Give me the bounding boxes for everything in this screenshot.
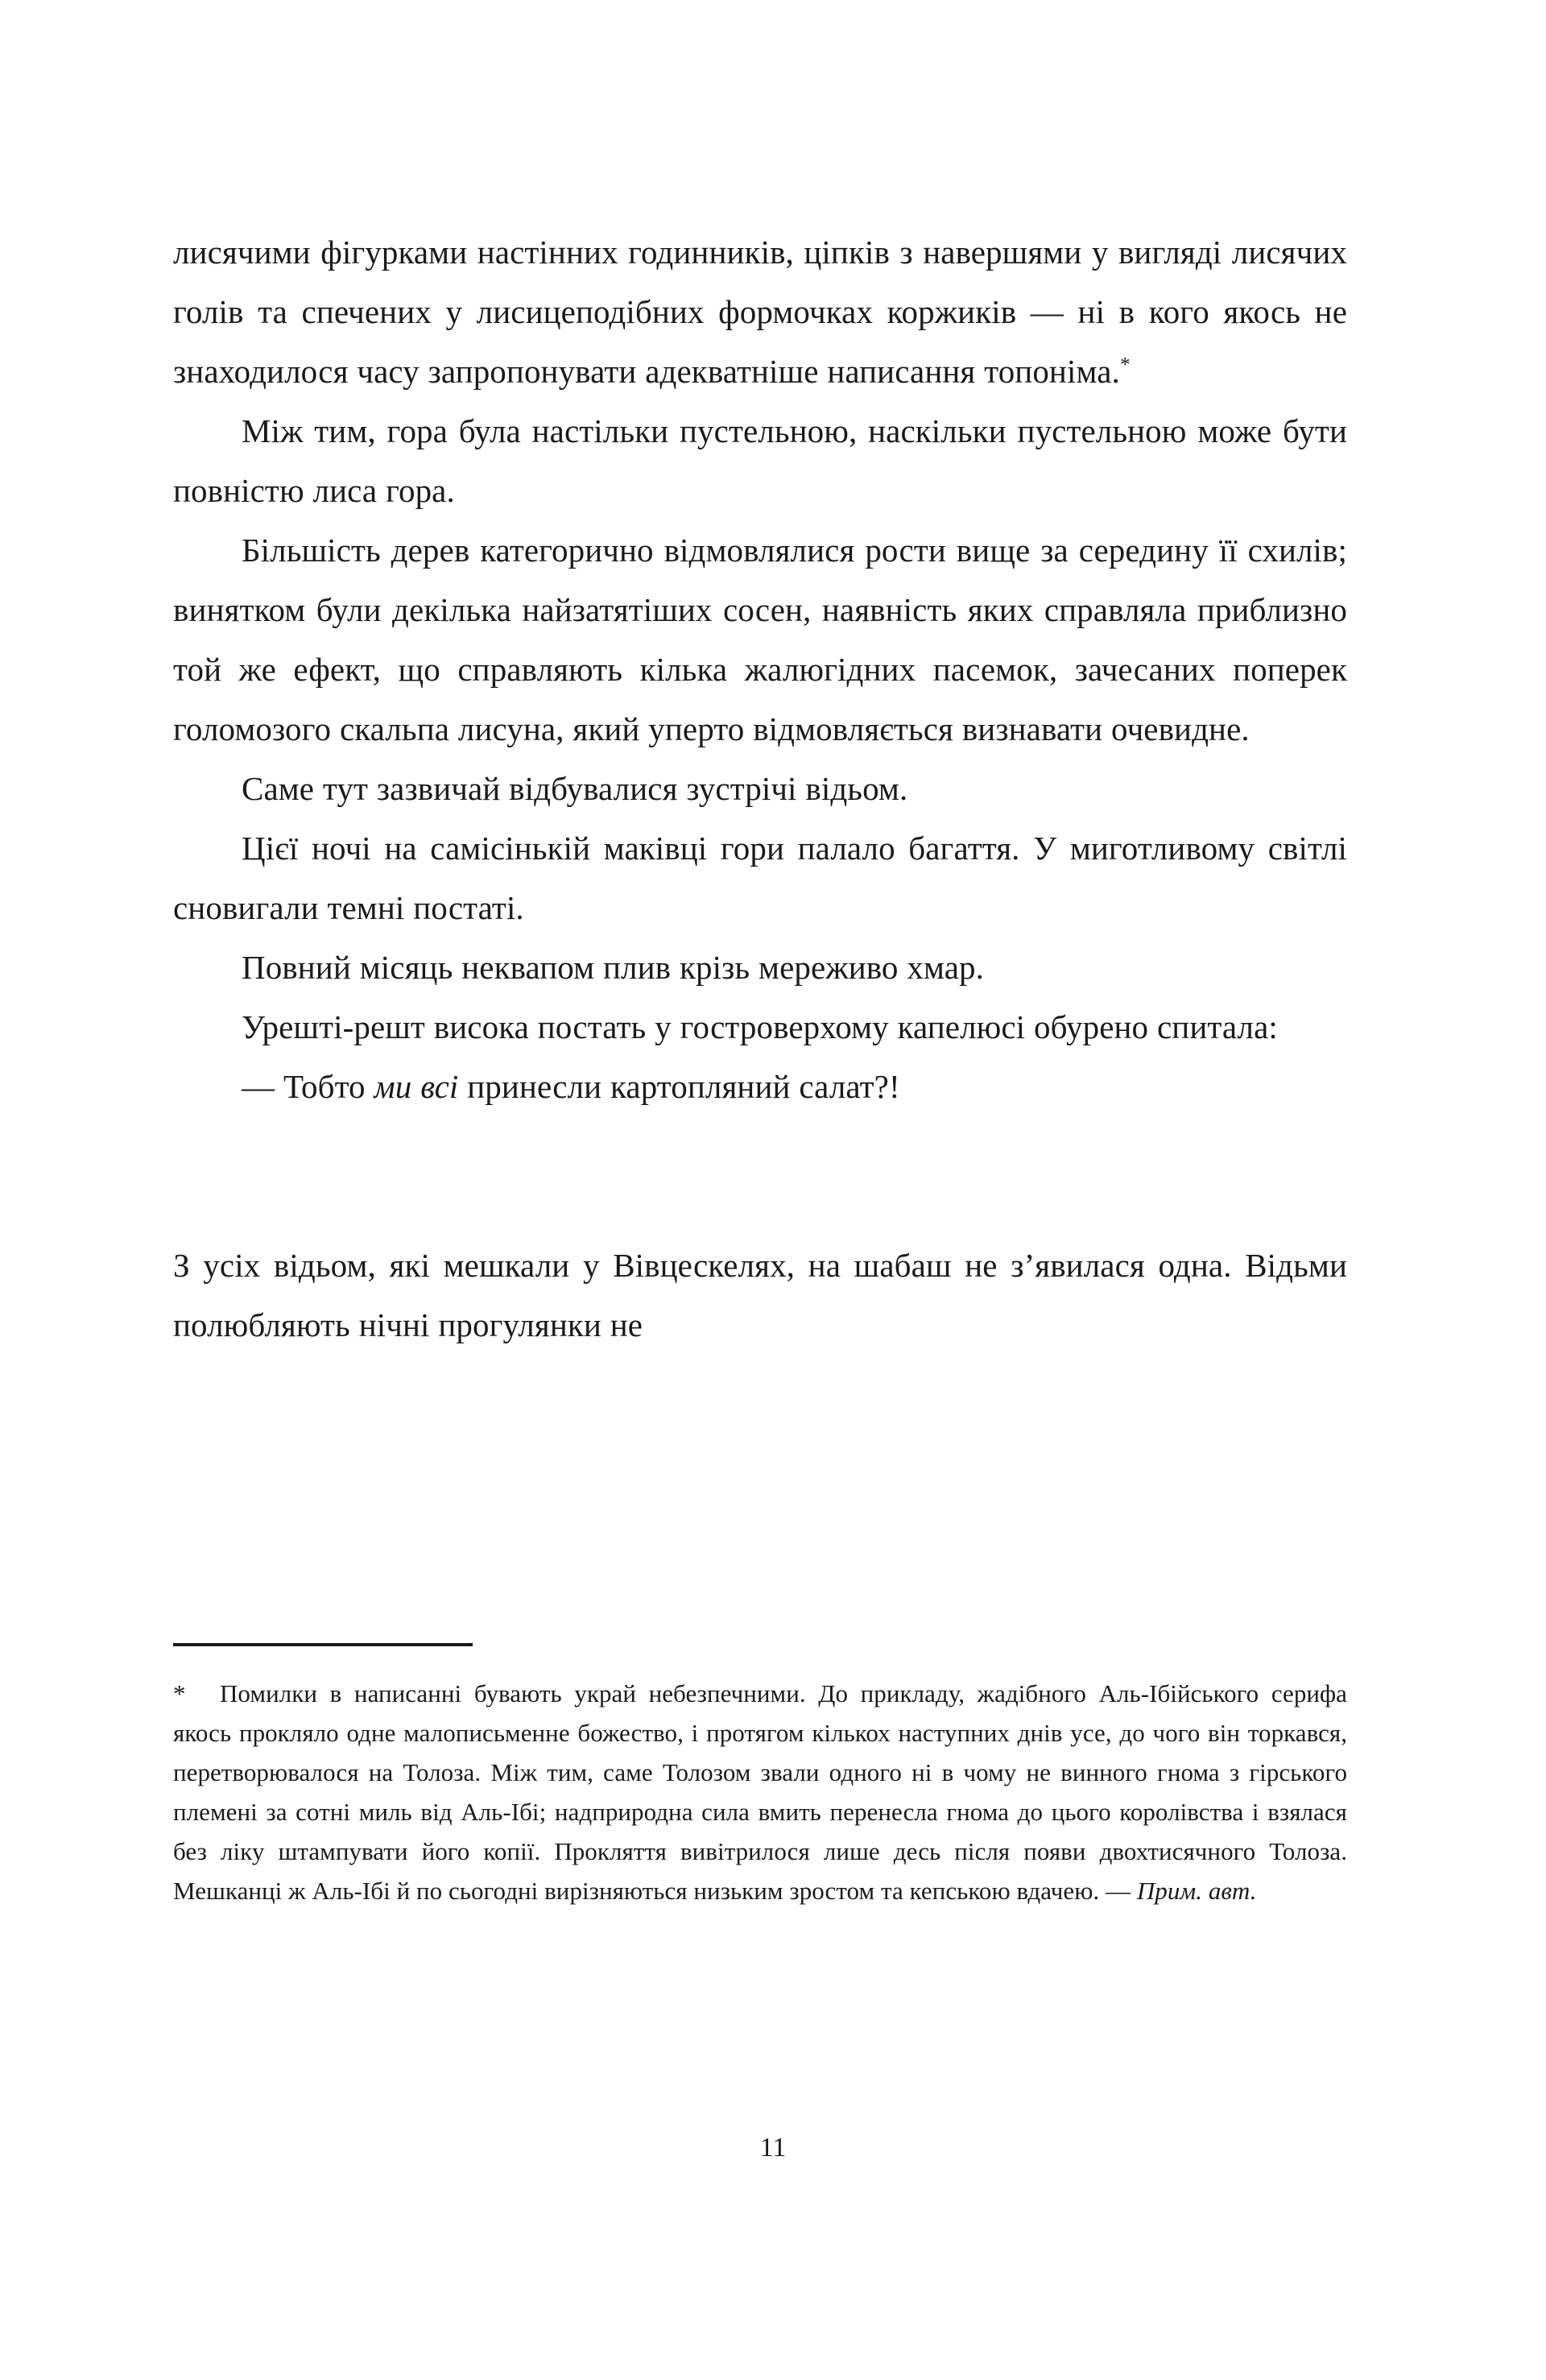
paragraph-text: Більшість дерев категорично відмовлялися рости вище за середину її схилів; винятком були декілька найзатятіших сосен, наявність яких справляла приблизно той же ефект, що справляють кілька жалюгідних пасемок, зачесаних поперек голомозого скальпа лисуна, який уперто відмовляється визнавати очевидне. <box>173 532 1347 747</box>
paragraph-povnyi-misiats <box>173 938 1347 997</box>
footnote-separator-rule <box>173 1643 473 1646</box>
paragraph-dialogue <box>173 1057 1347 1116</box>
paragraph-mizh-tym <box>173 401 1347 520</box>
footnote-attribution: Прим. авт. <box>1136 1877 1257 1905</box>
body-text-block <box>173 222 1347 1355</box>
section-break-spacer <box>173 1116 1347 1236</box>
paragraph-text: З усіх відьом, які мешкали у Вівцескелях, на шабаш не з’явилася одна. Відьми полюбляють нічні прогулянки не <box>173 1247 1347 1343</box>
paragraph-text: Урешті-решт висока постать у гостроверхому капелюсі обурено спитала: <box>242 1008 1278 1045</box>
footnote-body-text: Помилки в написанні бувають украй небезпечними. До прикладу, жадібного Аль-Ібійського серифа якось прокляло одне малописьменне божество, і протягом кількох наступних днів усе, до чого він торкався, перетворювалося на Толоза. Між тим, саме Толозом звали одного ні в чому не винного гнома з гірського племені за сотні миль від Аль-Ібі; надприродна сила вмить перенесла гнома до цього королівства і взялася без ліку штампувати його копії. Прокляття вивітрилося лише десь після появи двохтисячного Толоза. Мешканці ж Аль-Ібі й по сьогодні вирізняються низьким зростом та кепською вдачею. — <box>173 1679 1347 1905</box>
paragraph-ureshti <box>173 997 1347 1057</box>
paragraph-same-tut <box>173 759 1347 818</box>
dialogue-emphasis: ми всі <box>374 1068 459 1105</box>
paragraph-continuation <box>173 222 1347 401</box>
paragraph-text: Між тим, гора була настільки пустельною, наскільки пустельною може бути повністю лиса гора. <box>173 412 1347 509</box>
footnote-reference-marker[interactable]: * <box>1119 353 1131 376</box>
footnote-text <box>173 1674 1347 1910</box>
paragraph-text: лисячими фігурками настінних годинників, ціпків з навершями у вигляді лисячих голів та спечених у лисицеподібних формочках коржиків — ні в кого якось не знаходилося часу запропонувати адекватніше написання топоніма. <box>173 234 1347 390</box>
dialogue-lead: — Тобто <box>242 1068 374 1105</box>
paragraph-tsiei-nochi <box>173 818 1347 938</box>
paragraph-text: Цієї ночі на самісінькій маківці гори палало багаття. У миготливому світлі сновигали темні постаті. <box>173 830 1347 926</box>
paragraph-new-section <box>173 1236 1347 1355</box>
paragraph-bilshist <box>173 520 1347 759</box>
paragraph-text: Саме тут зазвичай відбувалися зустрічі відьом. <box>242 770 908 807</box>
dialogue-tail: принесли картопляний салат?! <box>458 1068 900 1105</box>
footnote-block <box>173 1643 1347 1910</box>
paragraph-text: Повний місяць неквапом плив крізь мереживо хмар. <box>242 949 984 986</box>
footnote-marker: * <box>173 1679 186 1707</box>
page-number: 11 <box>759 2133 787 2163</box>
